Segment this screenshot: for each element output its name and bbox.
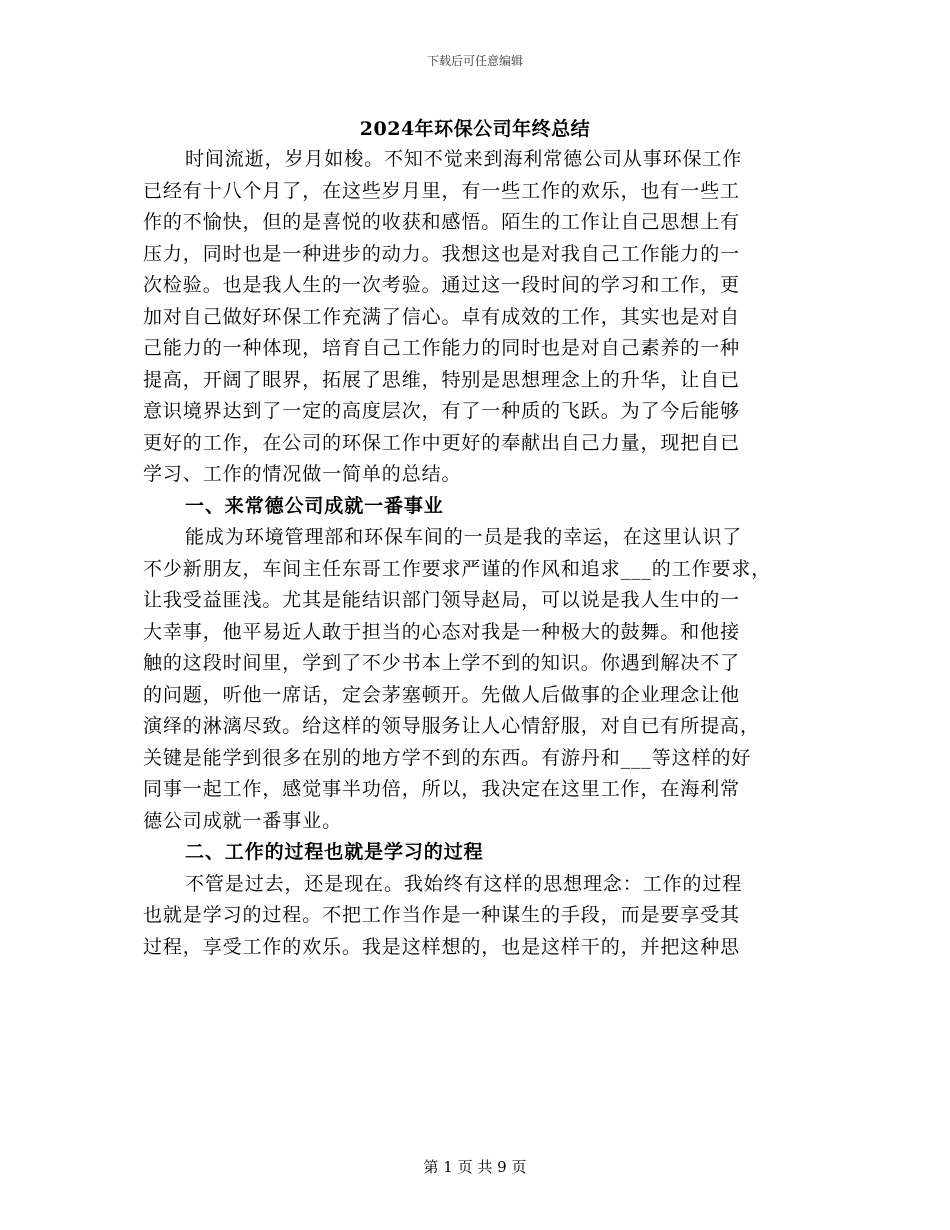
text-line: 提高，开阔了眼界，拓展了思维，特别是思想理念上的升华，让自已 [143, 368, 741, 391]
text-line: 不管是过去，还是现在。我始终有这样的思想理念：工作的过程 [185, 872, 743, 895]
text-line: 能成为环境管理部和环保车间的一员是我的幸运，在这里认识了 [185, 526, 743, 548]
text-line: 学习、工作的情况做一简单的总结。 [143, 463, 462, 485]
text-line: 时间流逝，岁月如梭。不知不觉来到海利常德公司从事环保工作 [185, 148, 743, 170]
text-line: 不少新朋友，车间主任东哥工作要求严谨的作风和追求___的工作要求， [143, 557, 772, 580]
text-line: 演绎的淋漓尽致。给这样的领导服务让人心情舒服，对自已有所提高， [143, 715, 760, 737]
text-line: 加对自己做好环保工作充满了信心。卓有成效的工作，其实也是对自 [143, 305, 741, 328]
text-line: 次检验。也是我人生的一次考验。通过这一段时间的学习和工作，更 [143, 274, 741, 296]
text-line: 也就是学习的过程。不把工作当作是一种谋生的手段，而是要享受其 [143, 904, 741, 926]
text-line: 大幸事，他平易近人敢于担当的心态对我是一种极大的鼓舞。和他接 [143, 620, 741, 643]
text-line: 意识境界达到了一定的高度层次，有了一种质的飞跃。为了今后能够 [143, 400, 741, 422]
text-line: 己能力的一种体现，培育自己工作能力的同时也是对自己素养的一种 [143, 337, 741, 359]
text-line: 更好的工作，在公司的环保工作中更好的奉献出自己力量，现把自已 [143, 431, 741, 454]
text-line: 的问题，听他一席话，定会茅塞顿开。先做人后做事的企业理念让他 [143, 683, 741, 706]
text-line: 同事一起工作，感觉事半功倍，所以，我决定在这里工作，在海利常 [143, 778, 741, 800]
section-heading: 一、来常德公司成就一番事业 [185, 494, 444, 517]
document-title: 2024年环保公司年终总结 [359, 118, 591, 140]
text-line: 关键是能学到很多在别的地方学不到的东西。有游丹和___等这样的好 [143, 746, 752, 769]
text-line: 触的这段时间里，学到了不少书本上学不到的知识。你遇到解决不了 [143, 652, 741, 674]
text-line: 过程，享受工作的欢乐。我是这样想的，也是这样干的，并把这种思 [143, 935, 741, 958]
header-note: 下载后可任意编辑 [426, 54, 523, 68]
text-line: 德公司成就一番事业。 [143, 809, 343, 832]
page-footer: 第 1 页 共 9 页 [423, 1158, 527, 1176]
text-line: 已经有十八个月了，在这些岁月里，有一些工作的欢乐，也有一些工 [143, 179, 741, 202]
text-line: 压力，同时也是一种进步的动力。我想这也是对我自己工作能力的一 [143, 242, 741, 265]
document-body [143, 144, 815, 963]
text-line: 让我受益匪浅。尤其是能结识部门领导赵局，可以说是我人生中的一 [143, 589, 741, 611]
text-line: 作的不愉快，但的是喜悦的收获和感悟。陌生的工作让自己思想上有 [143, 211, 741, 233]
section-heading: 二、工作的过程也就是学习的过程 [185, 841, 484, 863]
